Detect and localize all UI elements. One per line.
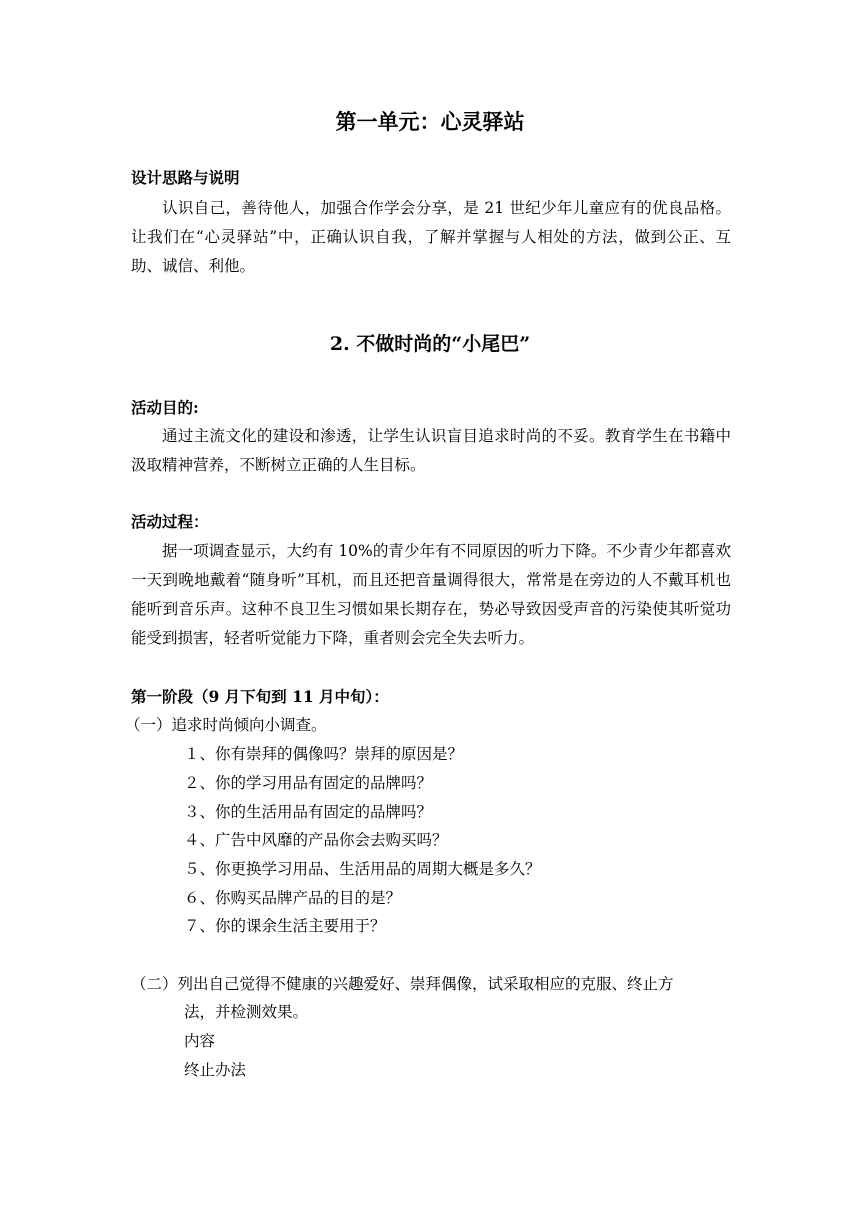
survey-title: （一）追求时尚倾向小调查。 <box>125 716 327 734</box>
design-heading: 设计思路与说明 <box>131 168 240 187</box>
stop-method-label: 终止办法 <box>184 1061 247 1079</box>
survey-question-4: ４、广告中风靡的产品你会去购买吗？ <box>184 831 448 849</box>
survey-question-2: ２、你的学习用品有固定的品牌吗？ <box>184 774 433 792</box>
lesson-title: 2. 不做时尚的“小尾巴” <box>329 333 531 355</box>
survey-question-5: ５、你更换学习用品、生活用品的周期大概是多久？ <box>184 860 541 878</box>
unit-title: 第一单元：心灵驿站 <box>335 109 525 134</box>
process-paragraph: 据一项调查显示，大约有 10%的青少年有不同原因的听力下降。不少青少年都喜欢一天到晚地戴着“随身听”耳机，而且还把音量调得很大，常常是在旁边的人不戴耳机也能听到音乐声。这种不良卫生习惯如果长期存在，势必导致因受声音的污染使其听觉功能受到损害，轻者听觉能力下降，重者则会完全失去听力。 <box>131 542 731 647</box>
survey-question-3: ３、你的生活用品有固定的品牌吗？ <box>184 803 433 821</box>
content-label: 内容 <box>184 1032 216 1050</box>
survey-question-1: １、你有崇拜的偶像吗？崇拜的原因是？ <box>184 745 464 763</box>
goal-paragraph: 通过主流文化的建设和渗透，让学生认识盲目追求时尚的不妥。教育学生在书籍中汲取精神营养，不断树立正确的人生目标。 <box>131 427 731 474</box>
survey-question-6: ６、你购买品牌产品的目的是？ <box>184 889 402 907</box>
part2-line-2: 法，并检测效果。 <box>184 1003 309 1021</box>
stage1-heading: 第一阶段（9 月下旬到 11 月中旬）： <box>131 687 389 706</box>
design-paragraph: 认识自己，善待他人，加强合作学会分享，是 21 世纪少年儿童应有的优良品格。让我们在“心灵驿站”中，正确认识自我，了解并掌握与人相处的方法，做到公正、互助、诚信、利他。 <box>131 199 731 275</box>
survey-question-7: ７、你的课余生活主要用于？ <box>184 917 386 935</box>
part2-line-1: （二）列出自己觉得不健康的兴趣爱好、崇拜偶像，试采取相应的克服、终止方 <box>131 975 674 993</box>
process-heading: 活动过程： <box>131 512 209 531</box>
goal-heading: 活动目的: <box>131 398 199 417</box>
